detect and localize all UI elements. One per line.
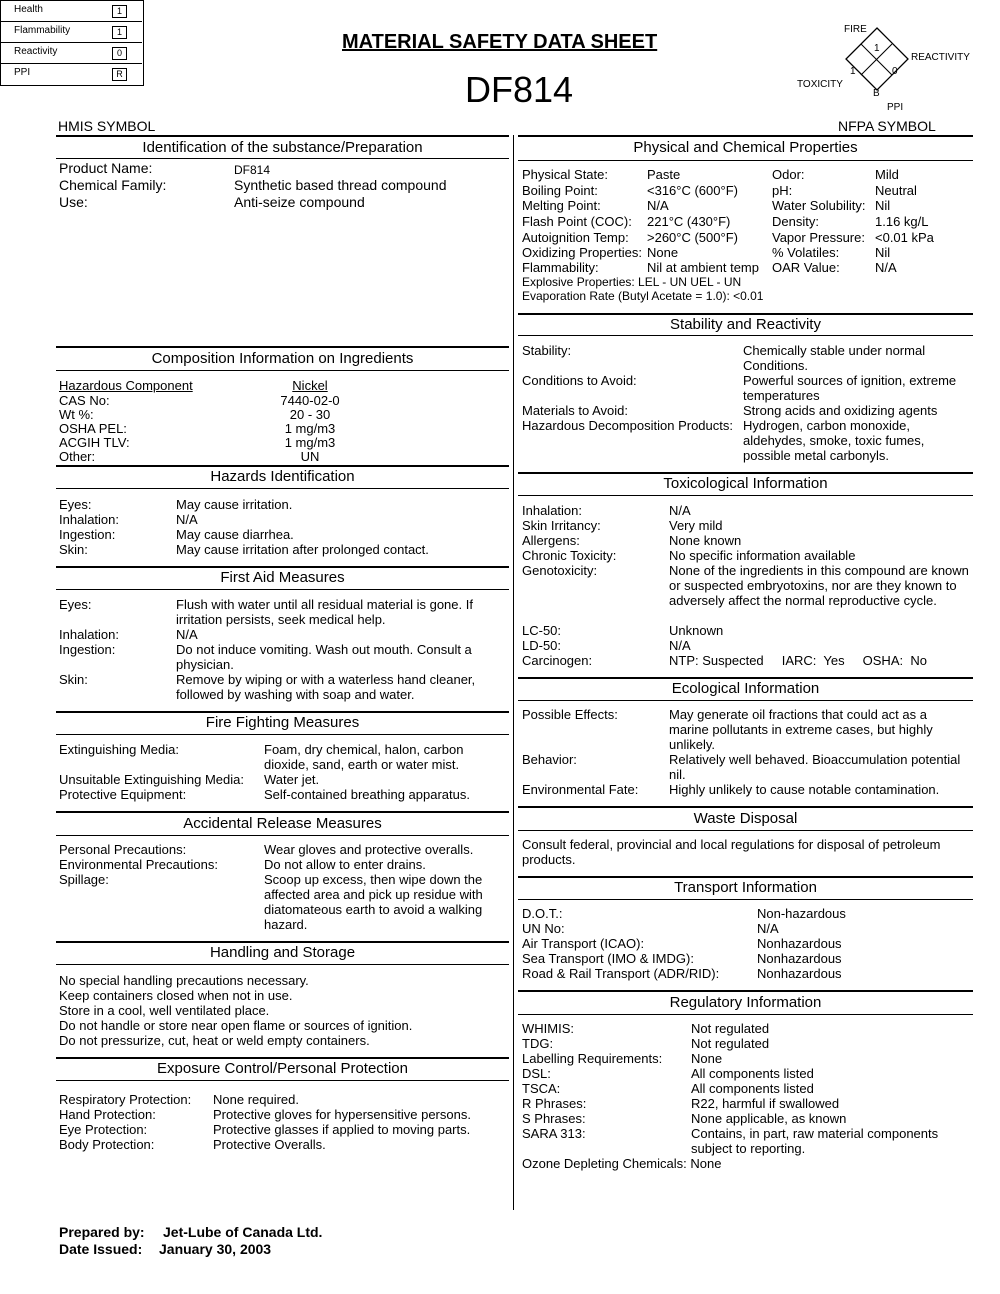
handling-line: Keep containers closed when not in use.: [59, 988, 293, 1003]
hmis-label: Health: [14, 4, 43, 15]
evaporation-rate: Evaporation Rate (Butyl Acetate = 1.0): <0.01: [522, 289, 764, 303]
section-rule: [56, 158, 509, 159]
field-label: Eye Protection:: [59, 1122, 148, 1137]
section-title-waste: Waste Disposal: [693, 810, 798, 827]
section-title-identification: Identification of the substance/Preparation: [142, 139, 423, 156]
hmis-label: Flammability: [14, 25, 71, 36]
nfpa-toxicity-value: 1: [850, 66, 856, 77]
field-value: 20 - 30: [289, 407, 331, 422]
field-value: Not regulated: [691, 1036, 770, 1051]
field-value: Nil at ambient temp: [647, 260, 759, 275]
field-value: None applicable, as known: [691, 1111, 847, 1126]
field-value: Do not induce vomiting. Wash out mouth. Consult a physician.: [176, 642, 472, 672]
field-label: Use:: [59, 194, 88, 210]
field-value: Remove by wiping or with a waterless hand cleaner, followed by washing with soap and water.: [176, 672, 476, 702]
field-label: Extinguishing Media:: [59, 742, 179, 757]
field-value: Protective glasses if applied to moving parts.: [213, 1122, 471, 1137]
field-label: Vapor Pressure:: [772, 230, 865, 245]
field-value: 1 mg/m3: [284, 421, 336, 436]
field-value: None known: [669, 533, 742, 548]
section-title-toxicological: Toxicological Information: [663, 475, 828, 492]
field-label: Allergens:: [522, 533, 580, 548]
field-value: Flush with water until all residual material is gone. If irritation persists, seek medical help.: [176, 597, 473, 627]
field-label: Hazardous Decomposition Products:: [522, 418, 733, 433]
field-label: UN No:: [522, 921, 565, 936]
field-value: N/A: [875, 260, 897, 275]
field-label: Melting Point:: [522, 198, 601, 213]
section-rule: [56, 835, 509, 836]
section-title-accidental-release: Accidental Release Measures: [183, 815, 382, 832]
field-label: Air Transport (ICAO):: [522, 936, 645, 951]
section-rule: [56, 734, 509, 735]
prepared-label: Prepared by:: [59, 1224, 145, 1240]
issued-value: January 30, 2003: [159, 1241, 272, 1257]
field-value: None: [691, 1051, 723, 1066]
field-value: Not regulated: [691, 1021, 770, 1036]
issued-label: Date Issued:: [59, 1241, 143, 1257]
section-title-hazards: Hazards Identification: [210, 468, 355, 485]
field-value: Anti-seize compound: [234, 194, 365, 210]
field-value: NTP: Suspected IARC: Yes OSHA: No: [669, 653, 927, 668]
field-label: Skin Irritancy:: [522, 518, 601, 533]
hmis-row-health: [0, 0, 142, 22]
section-title-regulatory: Regulatory Information: [669, 994, 822, 1011]
section-title-first-aid: First Aid Measures: [220, 569, 345, 586]
section-rule: [56, 964, 509, 965]
section-rule: [56, 566, 509, 568]
explosive-properties: Explosive Properties: LEL - UN UEL - UN: [522, 275, 742, 289]
field-label: Odor:: [772, 167, 805, 182]
field-label: Behavior:: [522, 752, 577, 767]
field-label: Conditions to Avoid:: [522, 373, 637, 388]
field-label: Ingestion:: [59, 642, 116, 657]
field-value: None: [647, 245, 679, 260]
section-rule: [56, 811, 509, 813]
hmis-label: PPI: [14, 67, 31, 78]
product-code: DF814: [465, 69, 574, 110]
field-label: Protective Equipment:: [59, 787, 187, 802]
field-label: Hand Protection:: [59, 1107, 156, 1122]
hmis-row-flammability: [0, 21, 142, 43]
field-value: Relatively well behaved. Bioaccumulation potential nil.: [669, 752, 961, 782]
field-value: May cause diarrhea.: [176, 527, 294, 542]
nfpa-ppi-value: B: [873, 88, 880, 99]
field-label: CAS No:: [59, 393, 110, 408]
handling-line: Store in a cool, well ventilated place.: [59, 1003, 270, 1018]
field-value: All components listed: [691, 1066, 814, 1081]
field-value: Scoop up excess, then wipe down the affected area and pick up residue with diatomateous earth to avoid a walking hazard.: [264, 872, 483, 932]
field-label: Respiratory Protection:: [59, 1092, 192, 1107]
hmis-caption: HMIS SYMBOL: [58, 118, 156, 134]
section-rule: [518, 335, 973, 336]
field-value: Strong acids and oxidizing agents: [743, 403, 938, 418]
field-value: Hydrogen, carbon monoxide, aldehydes, smoke, toxic fumes, possible metal carbonyls.: [743, 418, 925, 463]
section-title-transport: Transport Information: [674, 879, 817, 896]
section-rule: [56, 488, 509, 489]
section-rule: [518, 876, 973, 878]
field-label: % Volatiles:: [772, 245, 840, 260]
composition-header-label: Hazardous Component: [59, 378, 193, 393]
section-title-exposure: Exposure Control/Personal Protection: [157, 1060, 408, 1077]
field-value: UN: [300, 449, 320, 464]
section-title-ecological: Ecological Information: [671, 680, 820, 697]
field-label: OAR Value:: [772, 260, 840, 275]
page-title: MATERIAL SAFETY DATA SHEET: [342, 31, 658, 53]
field-label: Chronic Toxicity:: [522, 548, 617, 563]
field-label: Ingestion:: [59, 527, 116, 542]
section-title-handling: Handling and Storage: [209, 944, 356, 961]
field-value: Synthetic based thread compound: [234, 177, 447, 193]
waste-text: Consult federal, provincial and local regulations for disposal of petroleum products.: [522, 837, 941, 867]
field-label: WHIMIS:: [522, 1021, 574, 1036]
field-label: R Phrases:: [522, 1096, 587, 1111]
field-value: Nil: [875, 245, 891, 260]
field-value: Protective gloves for hypersensitive persons.: [213, 1107, 471, 1122]
field-label: Flammability:: [522, 260, 599, 275]
field-value: Do not allow to enter drains.: [264, 857, 426, 872]
hmis-value-box: 1: [112, 26, 127, 39]
column-divider: [513, 135, 514, 1210]
field-label: Physical State:: [522, 167, 608, 182]
field-label: Density:: [772, 214, 819, 229]
ozone-depleting: Ozone Depleting Chemicals: None: [522, 1156, 722, 1171]
field-label: Boiling Point:: [522, 183, 598, 198]
hmis-value-box: 0: [112, 47, 127, 60]
field-value: N/A: [669, 638, 691, 653]
field-label: Inhalation:: [522, 503, 582, 518]
field-value: >260°C (500°F): [647, 230, 738, 245]
section-rule: [56, 589, 509, 590]
nfpa-fire-label: FIRE: [844, 24, 867, 35]
section-title-physical: Physical and Chemical Properties: [633, 139, 858, 156]
field-value: Self-contained breathing apparatus.: [264, 787, 470, 802]
handling-line: Do not handle or store near open flame or sources of ignition.: [59, 1018, 413, 1033]
field-value: N/A: [757, 921, 779, 936]
section-rule: [518, 495, 973, 496]
field-label: Body Protection:: [59, 1137, 155, 1152]
field-label: Water Solubility:: [772, 198, 866, 213]
field-label: Labelling Requirements:: [522, 1051, 663, 1066]
handling-line: Do not pressurize, cut, heat or weld empty containers.: [59, 1033, 370, 1048]
section-title-fire-fighting: Fire Fighting Measures: [205, 714, 360, 731]
field-value: 7440-02-0: [280, 393, 340, 408]
field-label: SARA 313:: [522, 1126, 586, 1141]
field-value: <316°C (600°F): [647, 183, 738, 198]
field-value: No specific information available: [669, 548, 856, 563]
field-label: Genotoxicity:: [522, 563, 598, 578]
field-value: Wear gloves and protective overalls.: [264, 842, 474, 857]
section-rule: [56, 1080, 509, 1081]
field-label: Flash Point (COC):: [522, 214, 632, 229]
field-label: Possible Effects:: [522, 707, 618, 722]
section-rule: [518, 830, 973, 831]
field-label: Other:: [59, 449, 96, 464]
field-value: Neutral: [875, 183, 917, 198]
field-label: LC-50:: [522, 623, 562, 638]
section-rule: [518, 806, 973, 808]
field-label: Materials to Avoid:: [522, 403, 628, 418]
composition-header-value: Nickel: [292, 378, 328, 393]
field-value: Very mild: [669, 518, 723, 533]
section-rule: [56, 465, 509, 467]
field-value: Unknown: [669, 623, 724, 638]
section-rule: [56, 346, 509, 348]
field-value: N/A: [176, 512, 198, 527]
hmis-row-reactivity: [0, 42, 142, 64]
field-value: <0.01 kPa: [875, 230, 934, 245]
field-label: ACGIH TLV:: [59, 435, 130, 450]
field-value: DF814: [234, 163, 271, 177]
field-value: Nil: [875, 198, 891, 213]
field-value: Protective Overalls.: [213, 1137, 326, 1152]
field-label: Stability:: [522, 343, 572, 358]
nfpa-toxicity-label: TOXICITY: [797, 79, 843, 90]
field-value: Nonhazardous: [757, 936, 842, 951]
section-rule: [518, 472, 973, 474]
nfpa-reactivity-value: 0: [892, 66, 898, 77]
field-value: May cause irritation after prolonged contact.: [176, 542, 429, 557]
field-label: Inhalation:: [59, 512, 119, 527]
field-value: 221°C (430°F): [647, 214, 731, 229]
field-value: Nonhazardous: [757, 951, 842, 966]
field-value: N/A: [176, 627, 198, 642]
section-rule: [518, 1014, 973, 1015]
field-label: Environmental Fate:: [522, 782, 639, 797]
section-rule: [56, 941, 509, 943]
hmis-table: [0, 0, 144, 86]
field-value: 1.16 kg/L: [875, 214, 929, 229]
field-label: TDG:: [522, 1036, 554, 1051]
field-label: Wt %:: [59, 407, 94, 422]
field-label: Unsuitable Extinguishing Media:: [59, 772, 244, 787]
field-label: pH:: [772, 183, 793, 198]
field-value: Nonhazardous: [757, 966, 842, 981]
field-value: Foam, dry chemical, halon, carbon dioxide, sand, earth or water mist.: [264, 742, 464, 772]
field-value: Mild: [875, 167, 899, 182]
field-label: DSL:: [522, 1066, 551, 1081]
field-value: Paste: [647, 167, 681, 182]
field-value: All components listed: [691, 1081, 814, 1096]
field-label: Carcinogen:: [522, 653, 593, 668]
field-value: None of the ingredients in this compound are known or suspected embryotoxins, nor are they known to adversely affect the normal reproductive cycle.: [669, 563, 969, 608]
section-rule: [518, 313, 973, 315]
prepared-value: Jet-Lube of Canada Ltd.: [163, 1224, 323, 1240]
field-label: OSHA PEL:: [59, 421, 127, 436]
hmis-label: Reactivity: [14, 46, 58, 57]
section-rule: [56, 1057, 509, 1059]
section-title-stability: Stability and Reactivity: [670, 316, 821, 333]
section-rule: [518, 700, 973, 701]
field-label: Inhalation:: [59, 627, 119, 642]
field-value: Water jet.: [264, 772, 320, 787]
field-label: Oxidizing Properties:: [522, 245, 642, 260]
section-rule: [518, 990, 973, 992]
hmis-value-box: R: [112, 68, 127, 81]
hmis-row-ppi: [0, 63, 142, 84]
field-value: May cause irritation.: [176, 497, 293, 512]
section-rule: [518, 899, 973, 900]
field-label: TSCA:: [522, 1081, 561, 1096]
hmis-value-box: 1: [112, 5, 127, 18]
nfpa-fire-value: 1: [874, 43, 880, 54]
field-value: None required.: [213, 1092, 299, 1107]
field-label: Autoignition Temp:: [522, 230, 629, 245]
field-label: Chemical Family:: [59, 177, 167, 193]
section-rule: [56, 370, 509, 371]
field-label: Sea Transport (IMO & IMDG):: [522, 951, 694, 966]
handling-line: No special handling precautions necessary.: [59, 973, 309, 988]
section-rule: [56, 711, 509, 713]
section-rule: [518, 160, 973, 161]
field-label: D.O.T.:: [522, 906, 563, 921]
field-label: Spillage:: [59, 872, 109, 887]
field-value: Chemically stable under normal Conditions.: [743, 343, 926, 373]
nfpa-reactivity-label: REACTIVITY: [911, 52, 970, 63]
field-value: May generate oil fractions that could act as a marine pollutants in extreme cases, but highly unlikely.: [669, 707, 933, 752]
field-value: N/A: [647, 198, 669, 213]
field-label: Eyes:: [59, 597, 92, 612]
field-label: Skin:: [59, 672, 88, 687]
section-rule: [518, 135, 973, 137]
field-label: Personal Precautions:: [59, 842, 187, 857]
field-label: LD-50:: [522, 638, 562, 653]
field-label: Product Name:: [59, 160, 153, 176]
section-rule: [56, 135, 509, 137]
field-value: Powerful sources of ignition, extreme temperatures: [743, 373, 957, 403]
field-value: 1 mg/m3: [284, 435, 336, 450]
field-value: R22, harmful if swallowed: [691, 1096, 840, 1111]
field-label: Environmental Precautions:: [59, 857, 218, 872]
field-label: Road & Rail Transport (ADR/RID):: [522, 966, 720, 981]
field-value: N/A: [669, 503, 691, 518]
section-title-composition: Composition Information on Ingredients: [151, 350, 414, 367]
nfpa-caption: NFPA SYMBOL: [838, 118, 936, 134]
field-label: Skin:: [59, 542, 88, 557]
nfpa-diamond: [790, 18, 980, 118]
field-value: Contains, in part, raw material components subject to reporting.: [691, 1126, 939, 1156]
field-label: S Phrases:: [522, 1111, 586, 1126]
field-value: Non-hazardous: [757, 906, 846, 921]
field-label: Eyes:: [59, 497, 92, 512]
section-rule: [518, 677, 973, 679]
nfpa-ppi-label: PPI: [887, 102, 904, 113]
field-value: Highly unlikely to cause notable contamination.: [669, 782, 940, 797]
